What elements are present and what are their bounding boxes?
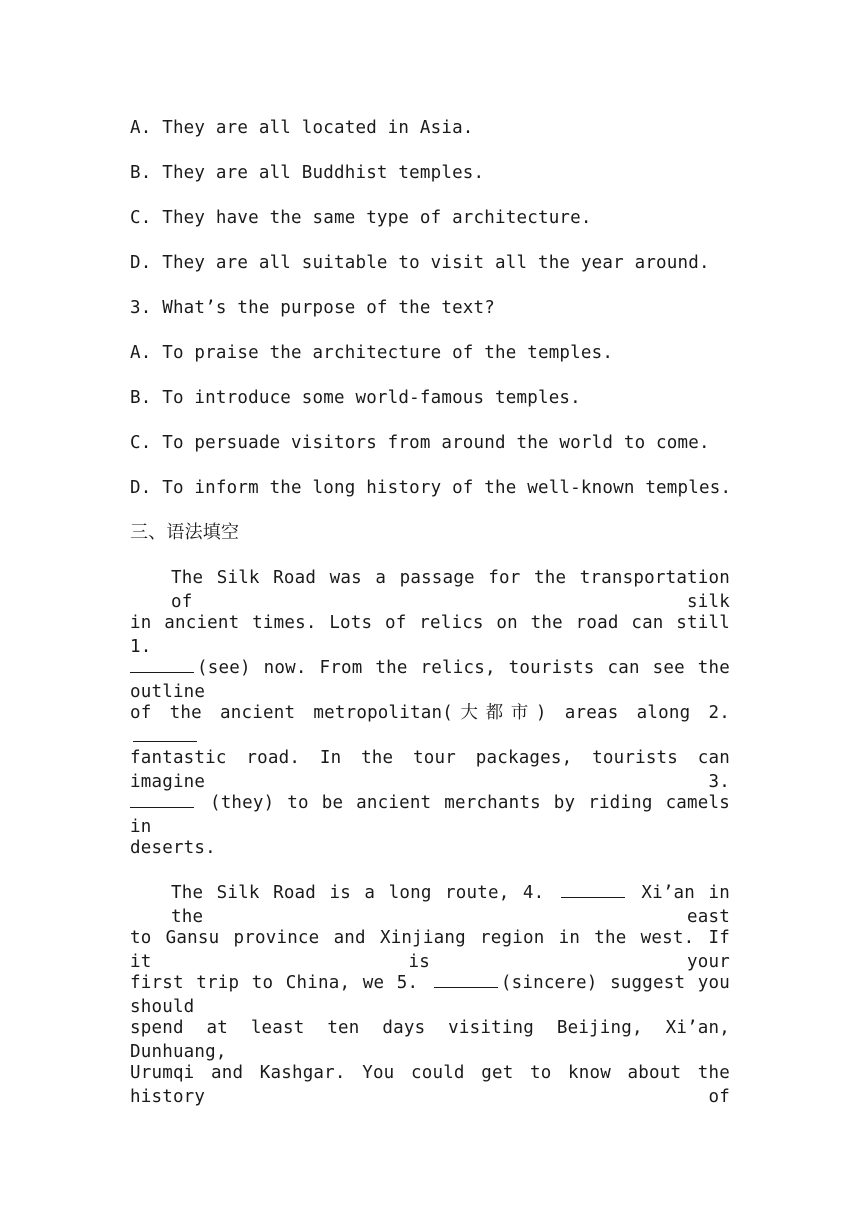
- passage-text: (they) to be ancient merchants by riding camels in: [130, 793, 730, 837]
- passage-text: first trip to China, we 5.: [130, 973, 419, 993]
- passage-line: The Silk Road was a passage for the transportation of silk: [171, 568, 730, 612]
- answer-blank-1[interactable]: [130, 658, 194, 673]
- q2-option-a: A. They are all located in Asia.: [130, 118, 474, 138]
- passage-line: [130, 971, 730, 1017]
- passage-line: in ancient times. Lots of relics on the road can still 1.: [130, 613, 730, 657]
- passage-line: fantastic road. In the tour packages, tourists can imagine 3.: [130, 748, 730, 792]
- passage-line: [171, 881, 730, 927]
- q3-option-a: A. To praise the architecture of the temples.: [130, 343, 614, 363]
- answer-blank-2[interactable]: [133, 727, 197, 742]
- passage-text: (see) now. From the relics, tourists can see the outline: [130, 658, 730, 702]
- passage-text: (sincere) suggest you should: [130, 973, 730, 1017]
- passage-line: to Gansu province and Xinjiang region in the west. If it is your: [130, 928, 730, 972]
- q2-option-d: D. They are all suitable to visit all the year around.: [130, 253, 710, 273]
- answer-blank-4[interactable]: [561, 883, 625, 898]
- passage-line: spend at least ten days visiting Beijing, Xi’an, Dunhuang,: [130, 1018, 730, 1062]
- q3-option-c: C. To persuade visitors from around the world to come.: [130, 433, 710, 453]
- q3-option-b: B. To introduce some world-famous temples.: [130, 388, 581, 408]
- passage-line: [130, 791, 730, 837]
- q3-question: 3. What’s the purpose of the text?: [130, 298, 496, 318]
- q2-option-b: B. They are all Buddhist temples.: [130, 163, 485, 183]
- passage-text: Xi’an in the east: [171, 883, 730, 927]
- section-heading: 三、语法填空: [130, 522, 240, 543]
- answer-blank-5[interactable]: [434, 973, 498, 988]
- passage-line: [130, 701, 730, 725]
- q3-option-d: D. To inform the long history of the well-known temples.: [130, 478, 732, 498]
- passage-text: The Silk Road is a long route, 4.: [171, 883, 545, 903]
- passage-line: Urumqi and Kashgar. You could get to know about the history of: [130, 1063, 730, 1107]
- answer-blank-3[interactable]: [130, 793, 194, 808]
- passage-line: [130, 656, 730, 702]
- passage-line: deserts.: [130, 838, 216, 858]
- passage-text: of the ancient metropolitan(大都市) areas along 2.: [130, 703, 730, 723]
- q2-option-c: C. They have the same type of architecture.: [130, 208, 592, 228]
